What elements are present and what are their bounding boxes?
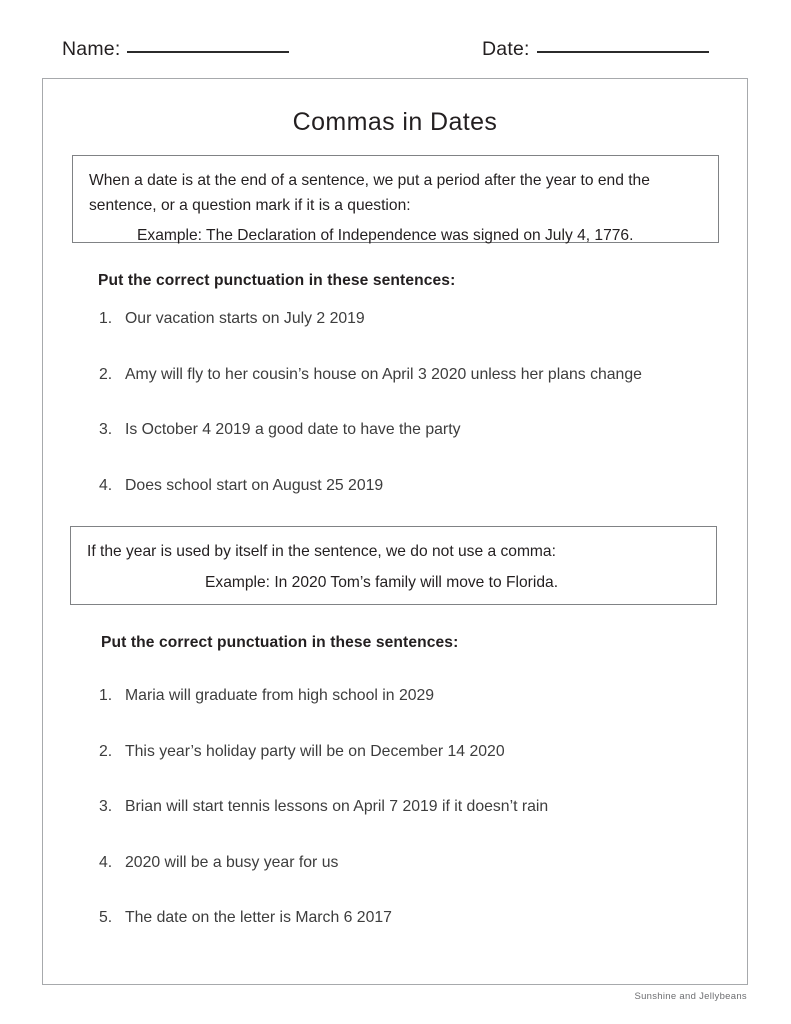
footer-credit: Sunshine and Jellybeans [634, 991, 747, 1002]
item-number: 3. [99, 798, 113, 815]
item-text: Maria will graduate from high school in 2029 [125, 687, 435, 704]
item-number: 2. [99, 365, 113, 383]
item-text: Does school start on August 25 2019 [125, 476, 384, 494]
question-list-2 [99, 686, 548, 964]
list-item[interactable] [99, 742, 548, 798]
item-text: Brian will start tennis lessons on April 7 2019 if it doesn’t rain [125, 798, 549, 815]
section-heading-1: Put the correct punctuation in these sentences: [98, 272, 456, 289]
item-number: 1. [99, 310, 113, 327]
date-label: Date: [482, 38, 530, 60]
rule-box-year-alone [70, 526, 717, 605]
item-text: Amy will fly to her cousin’s house on April 3 2020 unless her plans change [125, 365, 642, 383]
rule-example: Example: The Declaration of Independence was signed on July 4, 1776. [137, 227, 634, 244]
list-item[interactable] [99, 420, 642, 476]
item-number: 3. [99, 421, 113, 438]
item-text: 2020 will be a busy year for us [125, 853, 339, 871]
name-field [62, 38, 289, 61]
list-item[interactable] [99, 476, 642, 532]
list-item[interactable] [99, 853, 548, 909]
name-label: Name: [62, 38, 121, 60]
rule-text: If the year is used by itself in the sentence, we do not use a comma: [87, 543, 556, 560]
page-title: Commas in Dates [292, 108, 498, 136]
rule-text: When a date is at the end of a sentence, we put a period after the year to end the sentence, or a question mark if it is a question: [89, 172, 650, 214]
question-list-1 [99, 309, 642, 531]
rule-example: Example: In 2020 Tom’s family will move to Florida. [205, 574, 559, 591]
list-item[interactable] [99, 365, 642, 421]
date-write-line[interactable] [537, 51, 709, 53]
item-text: This year’s holiday party will be on December 14 2020 [125, 742, 505, 760]
item-number: 4. [99, 853, 113, 871]
worksheet-frame [42, 78, 748, 985]
item-number: 1. [99, 687, 113, 704]
list-item[interactable] [99, 309, 642, 365]
name-date-header [0, 38, 791, 72]
item-text: Is October 4 2019 a good date to have the party [125, 421, 461, 438]
list-item[interactable] [99, 797, 548, 853]
name-write-line[interactable] [127, 51, 289, 53]
item-number: 4. [99, 476, 113, 494]
section-heading-2: Put the correct punctuation in these sentences: [101, 634, 459, 651]
list-item[interactable] [99, 908, 548, 964]
item-number: 5. [99, 909, 113, 926]
item-text: Our vacation starts on July 2 2019 [125, 310, 365, 327]
date-field [482, 38, 709, 61]
item-number: 2. [99, 742, 113, 760]
rule-box-dates-end-of-sentence [72, 155, 719, 243]
item-text: The date on the letter is March 6 2017 [125, 909, 392, 926]
list-item[interactable] [99, 686, 548, 742]
